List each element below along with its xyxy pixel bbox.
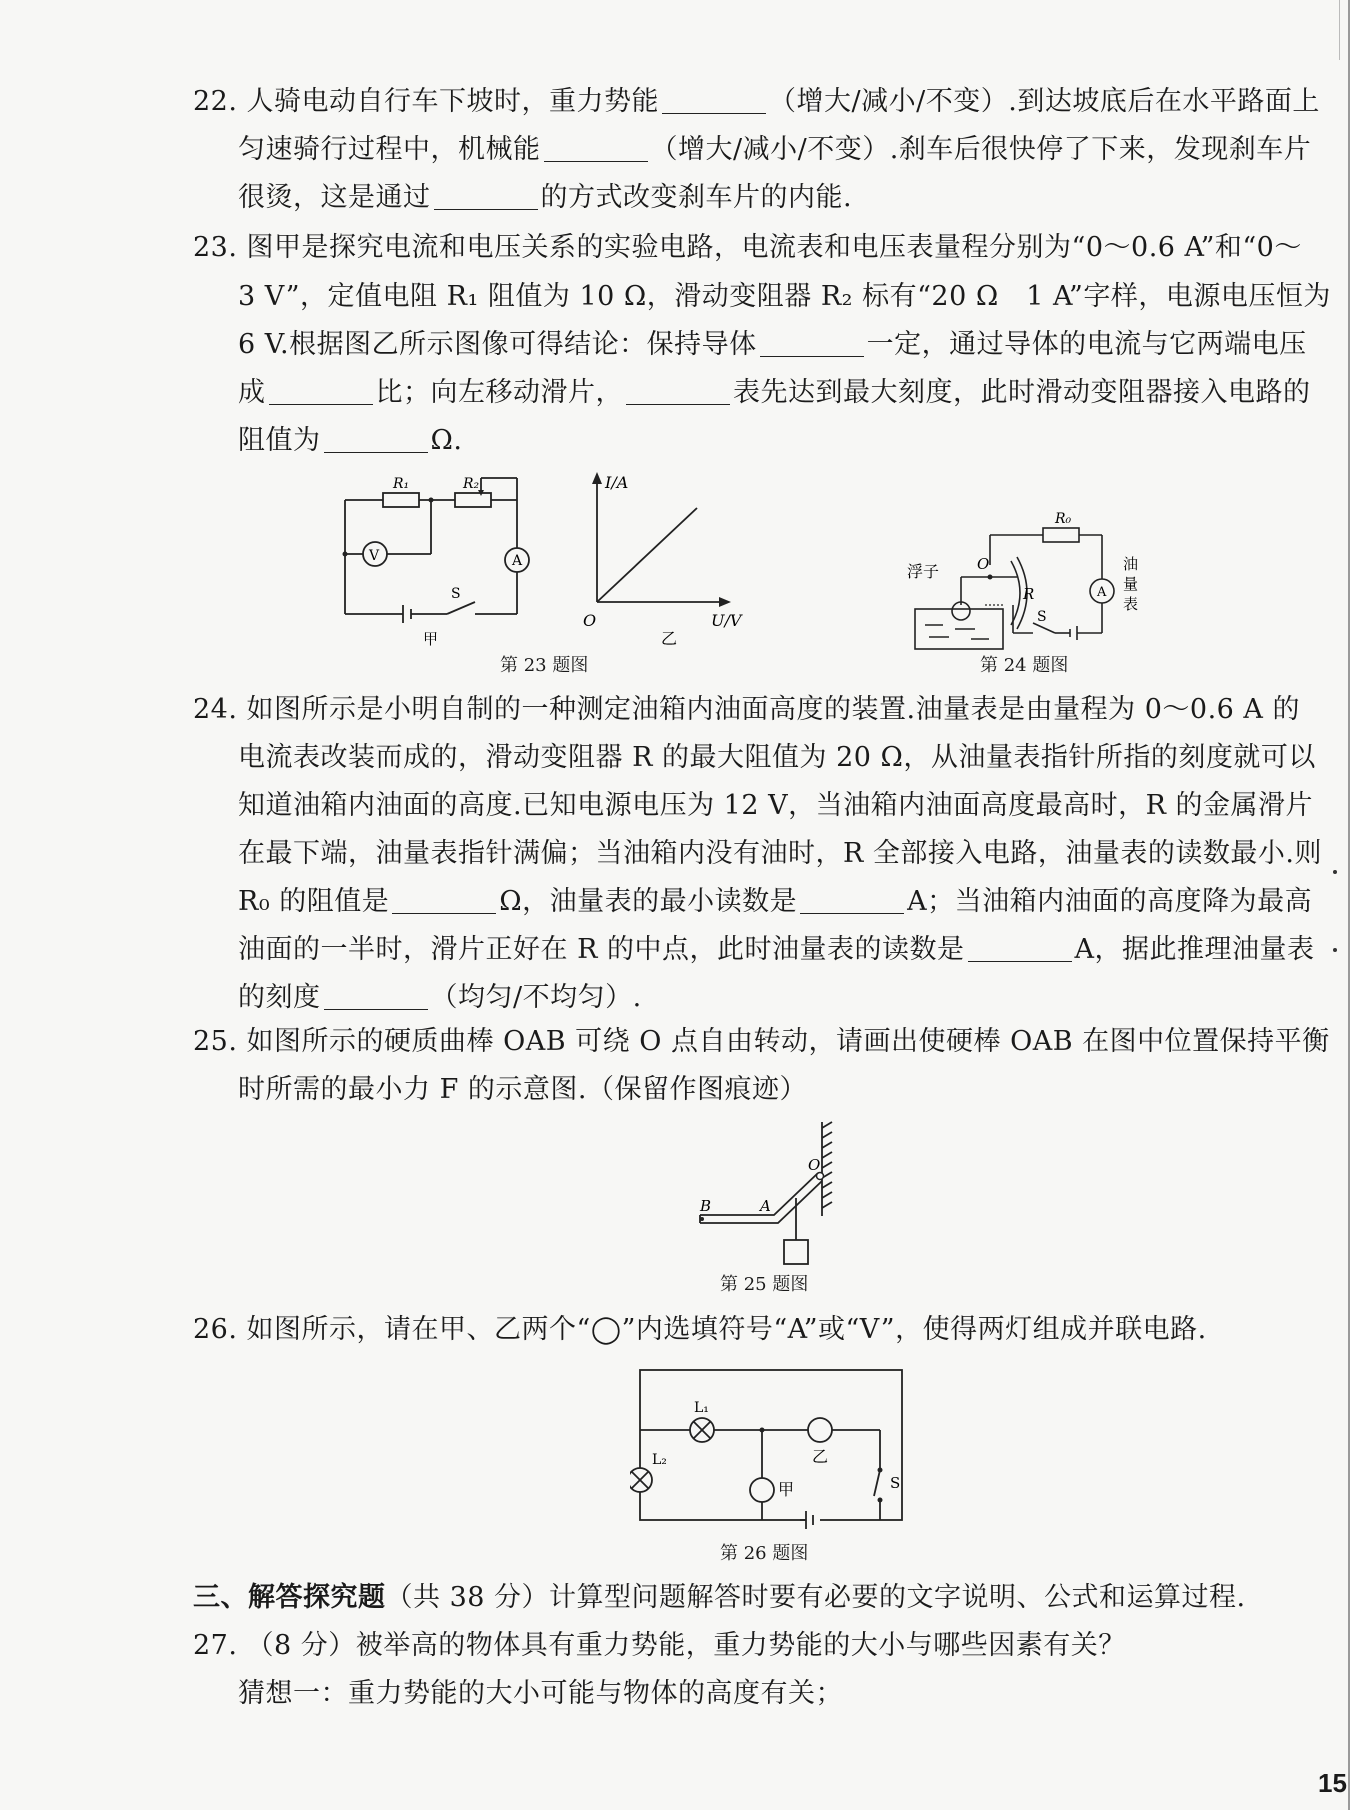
origin-label: O <box>583 611 597 630</box>
q26-line-1 <box>193 1310 1207 1350</box>
switch-label: S <box>890 1474 901 1492</box>
q25-text: 如图所示的硬质曲棒 OAB 可绕 O 点自由转动，请画出使硬棒 OAB 在图中位置保持平衡 <box>246 1026 1330 1057</box>
q23-line-4 <box>238 373 1311 413</box>
point-o-label: O <box>808 1156 821 1174</box>
q25-number: 25. <box>193 1026 238 1057</box>
answer-blank[interactable] <box>392 885 496 914</box>
fig-yi-label: 乙 <box>661 629 678 648</box>
fig24-caption: 第 24 题图 <box>980 655 1069 676</box>
fig25-lever <box>690 1118 850 1278</box>
page-edge-mark <box>1339 0 1340 60</box>
switch-label: S <box>451 586 461 602</box>
answer-blank[interactable] <box>324 981 428 1010</box>
q23-line-5 <box>238 421 462 461</box>
q22-line-2 <box>238 130 1311 170</box>
fig23-circuit-jia <box>335 468 535 648</box>
q23-text: 图甲是探究电流和电压关系的实验电路，电流表和电压表量程分别为“0～0.6 A”和“0～ <box>246 232 1302 263</box>
fig24-oil-gauge <box>905 505 1155 655</box>
q26-text: 如图所示，请在甲、乙两个“◯”内选填符号“A”或“V”，使得两灯组成并联电路. <box>246 1314 1207 1345</box>
fig23-caption: 第 23 题图 <box>500 655 589 676</box>
q22-text: 的方式改变刹车片的内能. <box>540 182 853 213</box>
point-b-label: B <box>700 1197 712 1215</box>
q22-number: 22. <box>193 86 238 117</box>
ammeter-label: A <box>1097 585 1107 600</box>
page-number: 15 <box>1318 1768 1347 1798</box>
q25-text: 时所需的最小力 F 的示意图.（保留作图痕迹） <box>238 1074 807 1105</box>
q23-text: 一定，通过导体的电流与它两端电压 <box>866 329 1307 360</box>
q24-text: 知道油箱内油面的高度.已知电源电压为 12 V，当油箱内油面高度最高时，R 的金属滑片 <box>238 790 1314 821</box>
q22-text: （增大/减小/不变）.刹车后很快停了下来，发现刹车片 <box>650 134 1312 165</box>
r0-label: R₀ <box>1055 511 1072 527</box>
q24-text: 的刻度 <box>238 982 321 1013</box>
section-3-title: 三、解答探究题 <box>193 1582 386 1613</box>
margin-dot <box>1333 948 1337 952</box>
fig-jia-label: 甲 <box>423 630 439 648</box>
fig23-graph-yi <box>575 462 755 652</box>
q27-number: 27. <box>193 1630 238 1661</box>
q23-text: Ω. <box>430 425 463 456</box>
fig26-circuit <box>630 1360 930 1540</box>
q27-text: （8 分）被举高的物体具有重力势能，重力势能的大小与哪些因素有关？ <box>246 1630 1126 1661</box>
q24-line-2 <box>238 738 1316 778</box>
q22-line-1 <box>193 82 1320 122</box>
q24-line-1 <box>193 690 1300 730</box>
q25-line-2 <box>238 1070 807 1110</box>
q24-line-4 <box>238 834 1322 874</box>
x-axis-label: U/V <box>711 611 742 630</box>
q24-text: 油面的一半时，滑片正好在 R 的中点，此时油量表的读数是 <box>238 934 965 965</box>
ammeter-label: A <box>512 553 523 569</box>
answer-blank[interactable] <box>662 85 766 114</box>
voltmeter-label: V <box>369 548 380 564</box>
answer-blank[interactable] <box>760 328 864 357</box>
answer-blank[interactable] <box>434 181 538 210</box>
q24-text: 在最下端，油量表指针满偏；当油箱内没有油时，R 全部接入电路，油量表的读数最小.则 <box>238 838 1322 869</box>
oil-meter-label-3: 表 <box>1123 595 1139 613</box>
q25-line-1 <box>193 1022 1330 1062</box>
q23-line-3 <box>238 325 1307 365</box>
oil-meter-label-1: 油 <box>1123 555 1139 573</box>
lamp-l2-label: L₂ <box>652 1452 667 1468</box>
q24-line-7 <box>238 978 642 1018</box>
switch-label: S <box>1037 609 1047 625</box>
q27-line-1 <box>193 1626 1126 1666</box>
margin-dot <box>1333 870 1337 874</box>
q24-text: A；当油箱内油面的高度降为最高 <box>907 886 1313 917</box>
y-axis-label: I/A <box>605 473 629 492</box>
q27-text: 猜想一：重力势能的大小可能与物体的高度有关； <box>238 1678 843 1709</box>
q22-text: （增大/减小/不变）.到达坡底后在水平路面上 <box>769 86 1320 117</box>
answer-blank[interactable] <box>324 424 428 453</box>
q22-text: 匀速骑行过程中，机械能 <box>238 134 541 165</box>
q23-text: 表先达到最大刻度，此时滑动变阻器接入电路的 <box>733 377 1311 408</box>
q24-text: A，据此推理油量表 <box>1074 934 1315 965</box>
lamp-l1-label: L₁ <box>694 1400 709 1416</box>
q23-line-2 <box>238 277 1331 317</box>
answer-blank[interactable] <box>626 376 730 405</box>
answer-blank[interactable] <box>800 885 904 914</box>
q23-text: 比；向左移动滑片， <box>375 377 623 408</box>
point-a-label: A <box>760 1197 771 1215</box>
meter-yi-label: 乙 <box>812 1447 829 1466</box>
answer-blank[interactable] <box>968 933 1072 962</box>
q24-text: R₀ 的阻值是 <box>238 886 390 917</box>
q22-line-3 <box>238 178 852 218</box>
float-label: 浮子 <box>907 562 940 581</box>
q24-line-6 <box>238 930 1315 970</box>
r1-label: R₁ <box>393 476 410 492</box>
q22-text: 很烫，这是通过 <box>238 182 431 213</box>
answer-blank[interactable] <box>544 133 648 162</box>
fig25-caption: 第 25 题图 <box>720 1274 809 1295</box>
q23-text: 成 <box>238 377 266 408</box>
section-3-heading <box>193 1578 1246 1618</box>
rheostat-label: R <box>1023 585 1035 603</box>
section-3-instructions: （共 38 分）计算型问题解答时要有必要的文字说明、公式和运算过程. <box>385 1582 1246 1613</box>
q24-text: Ω，油量表的最小读数是 <box>499 886 798 917</box>
answer-blank[interactable] <box>269 376 373 405</box>
r2-label: R₂ <box>463 476 480 492</box>
q23-text: 6 V.根据图乙所示图像可得结论：保持导体 <box>238 329 757 360</box>
q23-text: 阻值为 <box>238 425 321 456</box>
q24-line-3 <box>238 786 1313 826</box>
q24-text: 电流表改装而成的，滑动变阻器 R 的最大阻值为 20 Ω，从油量表指针所指的刻度就可以 <box>238 742 1316 773</box>
meter-jia-label: 甲 <box>778 1480 795 1499</box>
q27-line-2 <box>238 1674 843 1714</box>
q24-text: 如图所示是小明自制的一种测定油箱内油面高度的装置.油量表是由量程为 0～0.6 A 的 <box>246 694 1300 725</box>
q24-text: （均匀/不均匀）. <box>430 982 642 1013</box>
q24-number: 24. <box>193 694 238 725</box>
q23-number: 23. <box>193 232 238 263</box>
q24-line-5 <box>238 882 1312 922</box>
q26-number: 26. <box>193 1314 238 1345</box>
q23-text: 3 V”，定值电阻 R₁ 阻值为 10 Ω，滑动变阻器 R₂ 标有“20 Ω 1 A”字样，电源电压恒为 <box>238 281 1331 312</box>
pivot-label: O <box>977 555 990 573</box>
q22-text: 人骑电动自行车下坡时，重力势能 <box>246 86 660 117</box>
q23-line-1 <box>193 228 1302 268</box>
fig26-caption: 第 26 题图 <box>720 1543 809 1564</box>
oil-meter-label-2: 量 <box>1123 575 1139 593</box>
